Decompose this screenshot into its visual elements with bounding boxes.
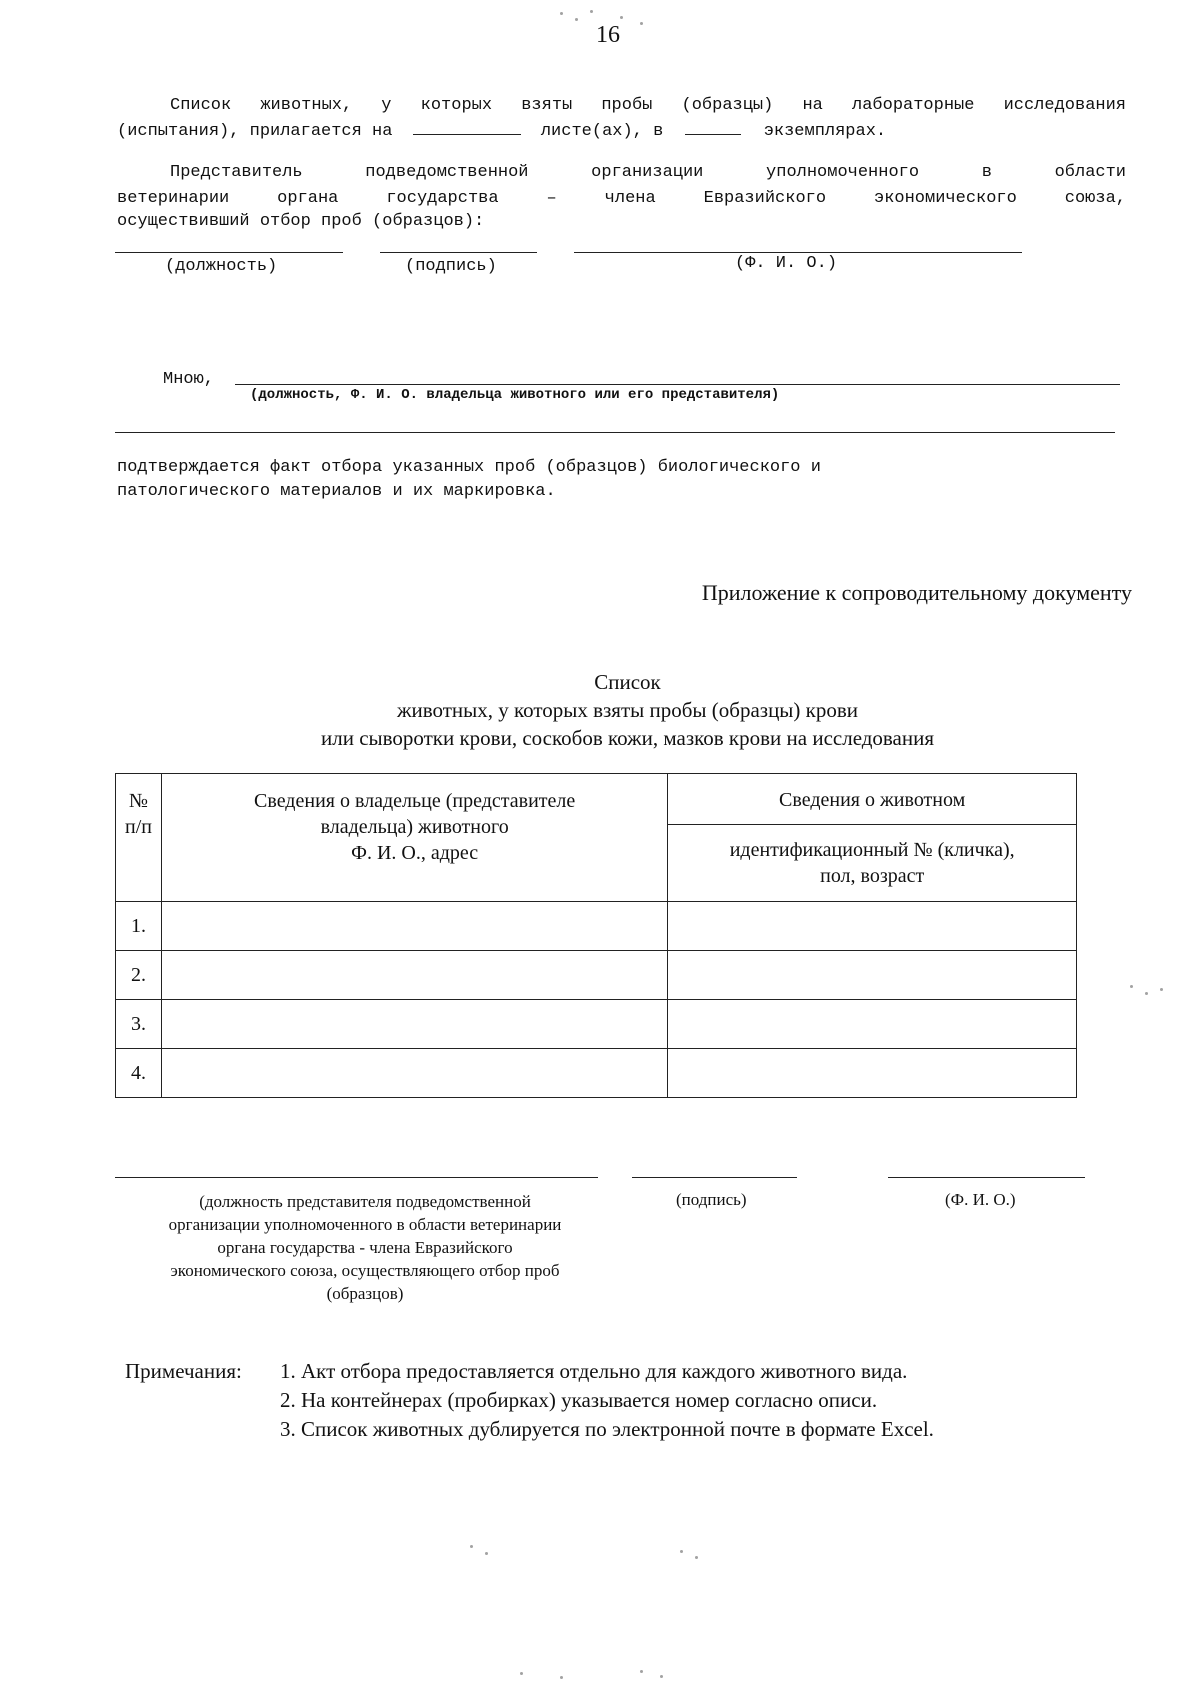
table-header-row [116,774,1077,825]
owner-caption: (должность, Ф. И. О. владельца животного или его представителя) [250,387,780,403]
row-number: 4. [116,1049,162,1098]
rep-signature-caption: (подпись) [676,1190,747,1209]
note-item: 2. На контейнерах (пробирках) указывается номер согласно описи. [280,1388,878,1412]
header-animal-group [668,774,1077,825]
rep-fio-line[interactable] [888,1177,1085,1178]
note-item: 3. Список животных дублируется по электронной почте в формате Excel. [280,1417,934,1441]
fio-line[interactable] [574,252,1022,253]
rep-fio-caption: (Ф. И. О.) [945,1190,1016,1209]
by-me-label: Мною, [163,370,215,389]
rep-position-caption [115,1190,615,1305]
row-number: 1. [116,902,162,951]
confirmation-line2: патологического материалов и их маркировка. [117,482,556,501]
header-owner-line3: Ф. И. О., адрес [351,842,479,864]
list-heading-line3: или сыворотки крови, соскобов кожи, мазков крови на исследования [320,726,935,750]
representative-line1: Представитель подведомственной организации уполномоченного в области [170,163,1126,182]
list-attachment-b: листе(ах), в [540,122,664,141]
list-heading [0,668,1200,752]
fio-caption: (Ф. И. О.) [735,254,838,273]
rep-signature-line[interactable] [632,1177,797,1178]
rep-position-caption-line4: экономического союза, осуществляющего отбор проб [170,1261,560,1280]
row-number: 3. [116,1000,162,1049]
owner-line[interactable] [235,384,1120,385]
position-caption: (должность) [165,257,278,276]
representative-line2: ветеринарии органа государства – члена Евразийского экономического союза, [117,189,1126,208]
list-attachment-line1: Список животных, у которых взяты пробы (образцы) на лабораторные исследования [170,96,1126,115]
appendix-title: Приложение к сопроводительному документу [701,580,1132,605]
table-row [116,951,1077,1000]
row-owner-cell[interactable] [161,951,667,1000]
header-owner-line1: Сведения о владельце (представителе [254,790,576,812]
notes-label: Примечания: [125,1359,242,1383]
row-animal-cell[interactable] [668,1049,1077,1098]
list-heading-line1: Список [594,670,661,694]
list-heading-line2: животных, у которых взяты пробы (образцы) крови [396,698,859,722]
header-owner-line2: владельца) животного [320,816,509,838]
rep-position-caption-line2: организации уполномоченного в области ветеринарии [168,1215,562,1234]
rep-position-caption-line3: органа государства - члена Евразийского [217,1238,513,1257]
signature-caption: (подпись) [405,257,497,276]
row-animal-cell[interactable] [668,1000,1077,1049]
header-animal-details [668,825,1077,902]
header-animal-group-label: Сведения о животном [779,789,966,811]
confirmation-line1: подтверждается факт отбора указанных проб (образцов) биологического и [117,458,821,477]
row-animal-cell[interactable] [668,902,1077,951]
table-row [116,1000,1077,1049]
header-number-line2: п/п [124,816,152,838]
rep-position-caption-line1: (должность представителя подведомственной [199,1192,531,1211]
header-owner [161,774,667,902]
note-item: 1. Акт отбора предоставляется отдельно для каждого животного вида. [280,1359,908,1383]
animals-table [115,773,1077,1098]
sheets-blank[interactable] [413,134,521,135]
page-number: 16 [596,22,620,48]
copies-blank[interactable] [685,134,741,135]
notes [125,1357,934,1444]
list-attachment-line2 [117,122,1127,141]
row-number: 2. [116,951,162,1000]
rep-position-line[interactable] [115,1177,598,1178]
rep-position-caption-line5: (образцов) [326,1284,404,1303]
table-row [116,1049,1077,1098]
row-animal-cell[interactable] [668,951,1077,1000]
row-owner-cell[interactable] [161,1049,667,1098]
header-animal-line1: идентификационный № (кличка), [729,839,1015,861]
header-number [116,774,162,902]
signature-line[interactable] [380,252,537,253]
list-attachment-c: экземплярах. [763,122,887,141]
position-line[interactable] [115,252,343,253]
row-owner-cell[interactable] [161,1000,667,1049]
owner-line-2[interactable] [115,432,1115,433]
header-animal-line2: пол, возраст [820,865,925,887]
list-attachment-a: (испытания), прилагается на [117,122,393,141]
representative-line3: осуществивший отбор проб (образцов): [117,212,485,231]
table-row [116,902,1077,951]
header-number-line1: № [128,790,149,812]
row-owner-cell[interactable] [161,902,667,951]
